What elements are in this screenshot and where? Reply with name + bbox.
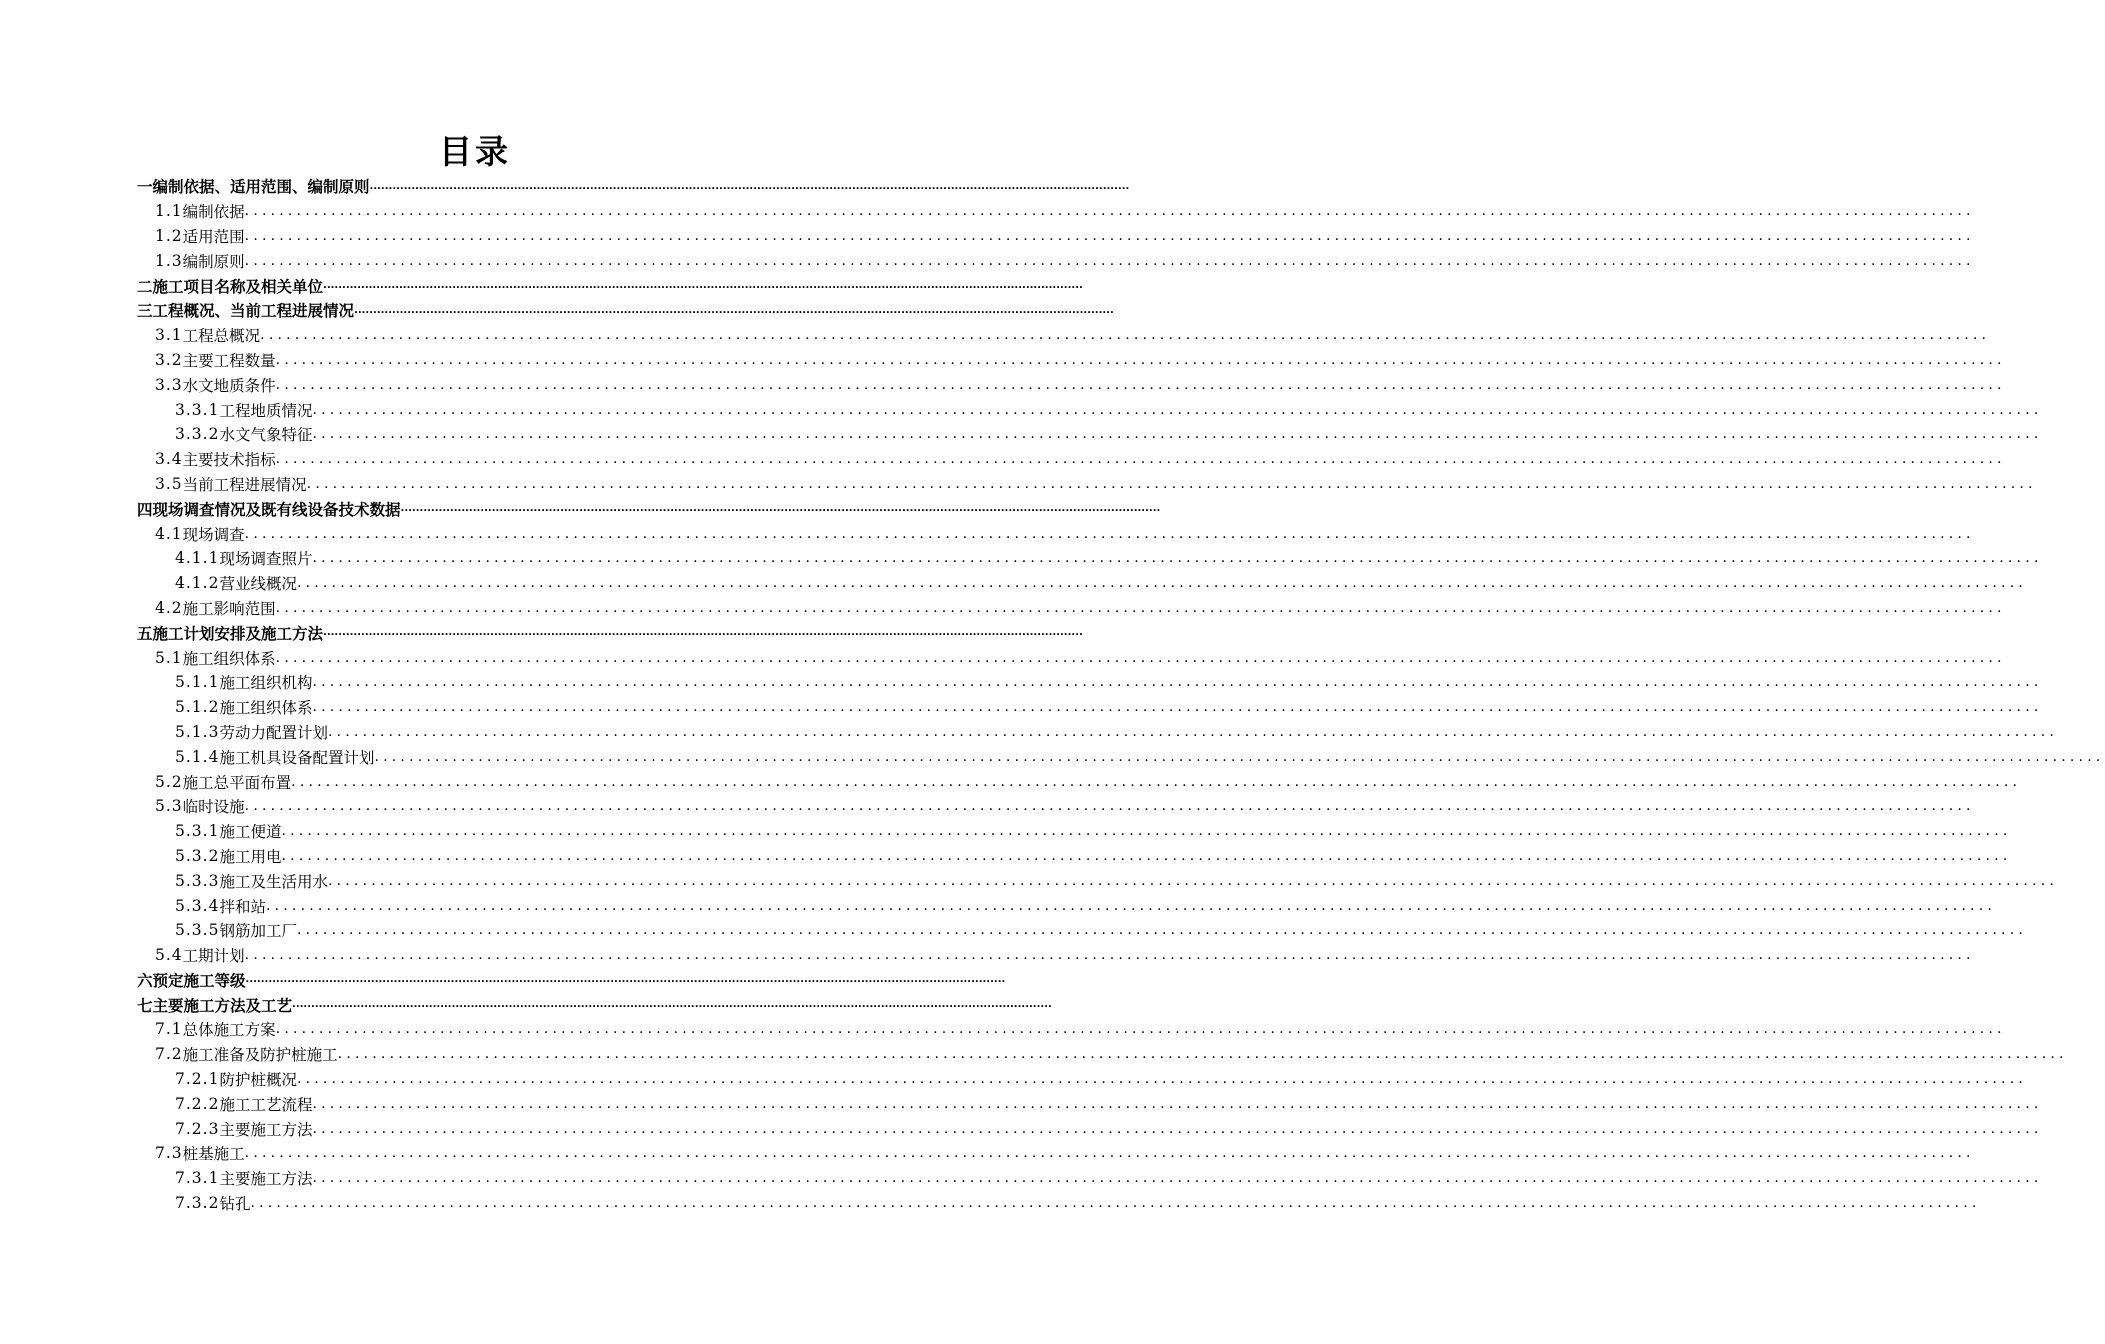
toc-entry-title: 现场调查照片 [219, 550, 313, 569]
toc-entry-title: 施工总平面布置 [182, 773, 292, 792]
dot-leader: ........................................................................................................................................................................................................ [244, 798, 1975, 815]
toc-entry[interactable] [0, 546, 2043, 571]
toc-entry[interactable] [0, 1116, 2043, 1141]
toc-entry-number: 7.1 [155, 1020, 183, 1039]
toc-entry-number: 7.2.2 [175, 1094, 220, 1113]
toc-entry-title: 工程地质情况 [219, 401, 313, 420]
toc-entry[interactable] [0, 1091, 2043, 1116]
dot-leader: ........................................................................................................................................................................................................ [327, 723, 2059, 740]
toc-entry-title: 施工准备及防护桩施工 [182, 1046, 338, 1065]
toc-entry-title: 劳动力配置计划 [219, 723, 328, 742]
toc-entry-number: 5.1.3 [175, 722, 220, 741]
toc-entry[interactable] [0, 199, 1975, 224]
dot-leader: ........................................................................................................................................................................................................ [337, 1046, 2068, 1063]
toc-entry-number: 3.3 [155, 375, 183, 394]
dot-leader: ........................................................................................................................................................................................................ [323, 280, 1083, 292]
toc-entry[interactable] [0, 596, 2006, 621]
toc-entry-number: 5.3.2 [175, 846, 220, 865]
toc-entry-title: 编制依据 [182, 203, 245, 222]
dot-leader: ........................................................................................................................................................................................................ [354, 304, 1114, 316]
toc-entry-title: 施工影响范围 [182, 599, 276, 618]
toc-entry[interactable] [0, 720, 2059, 745]
toc-entry[interactable] [0, 348, 2006, 373]
toc-entry-title: 施工组织体系 [219, 699, 313, 718]
toc-entry[interactable] [0, 645, 2006, 670]
dot-leader: ........................................................................................................................................................................................................ [250, 1195, 1981, 1212]
dot-leader: ........................................................................................................................................................................................................ [292, 999, 1052, 1011]
dot-leader: ........................................................................................................................................................................................................ [296, 1071, 2028, 1088]
toc-entry[interactable] [0, 1067, 2028, 1092]
toc-entry[interactable] [0, 695, 2043, 720]
dot-leader: ........................................................................................................................................................................................................ [312, 426, 2043, 443]
dot-leader: ........................................................................................................................................................................................................ [312, 699, 2043, 716]
dot-leader: ........................................................................................................................................................................................................ [281, 823, 2012, 840]
toc-entry-number: 四 [137, 500, 153, 519]
toc-entry[interactable] [0, 224, 1975, 249]
toc-entry-title: 预定施工等级 [152, 971, 246, 990]
toc-entry-title: 当前工程进展情况 [182, 475, 307, 494]
toc-entry-title: 总体施工方案 [182, 1021, 276, 1040]
toc-entry-number: 4.1.1 [175, 549, 220, 568]
toc-entry-title: 主要施工方法 [219, 1120, 313, 1139]
toc-entry-title: 施工项目名称及相关单位 [152, 277, 324, 296]
toc-entry-number: 7.3 [155, 1144, 183, 1163]
toc-entry[interactable] [0, 397, 2043, 422]
toc-entry-title: 适用范围 [182, 227, 245, 246]
toc-entry[interactable] [0, 819, 2012, 844]
toc-entry-title: 施工工艺流程 [219, 1095, 313, 1114]
toc-entry-number: 7.2.1 [175, 1070, 220, 1089]
toc-entry[interactable] [0, 868, 2059, 893]
toc-entry[interactable] [0, 447, 2006, 472]
dot-leader: ........................................................................................................................................................................................................ [275, 451, 2006, 468]
toc-entry[interactable] [0, 1166, 2043, 1191]
dot-leader: ........................................................................................................................................................................................................ [275, 376, 2006, 393]
dot-leader: ........................................................................................................................................................................................................ [312, 550, 2043, 567]
dot-leader: ........................................................................................................................................................................................................ [244, 525, 1975, 542]
dot-leader: ........................................................................................................................................................................................................ [245, 974, 1006, 986]
dot-leader: ........................................................................................................................................................................................................ [265, 897, 1997, 914]
toc-entry-title: 防护桩概况 [219, 1071, 297, 1090]
toc-entry-number: 4.2 [155, 598, 183, 617]
toc-entry-number: 3.4 [155, 450, 183, 469]
toc-entry-number: 1.2 [155, 226, 183, 245]
toc-entry-number: 3.3.1 [175, 400, 220, 419]
toc-entry[interactable] [0, 372, 2006, 397]
toc-entry-number: 六 [137, 971, 153, 990]
toc-entry[interactable] [0, 248, 1975, 273]
toc-entry-number: 7.3.1 [175, 1169, 220, 1188]
toc-entry[interactable] [0, 273, 1083, 298]
toc-entry-title: 工程概况、当前工程进展情况 [152, 302, 355, 321]
toc-entry[interactable] [0, 521, 1975, 546]
toc-entry-title: 临时设施 [182, 798, 245, 817]
dot-leader: ........................................................................................................................................................................................................ [312, 401, 2043, 418]
toc-entry-title: 现场调查情况及既有线设备技术数据 [152, 500, 401, 519]
dot-leader: ........................................................................................................................................................................................................ [275, 649, 2006, 666]
toc-entry-title: 主要技术指标 [182, 451, 276, 470]
toc-entry-number: 5.1.4 [175, 747, 220, 766]
toc-entry-title: 钢筋加工厂 [219, 922, 297, 941]
toc-entry[interactable] [0, 844, 2012, 869]
toc-entry[interactable] [0, 893, 1997, 918]
dot-leader: ........................................................................................................................................................................................................ [244, 252, 1975, 269]
toc-entry[interactable] [0, 1141, 1975, 1166]
dot-leader: ........................................................................................................................................................................................................ [281, 847, 2012, 864]
toc-entry[interactable] [0, 571, 2028, 596]
toc-entry-title: 主要工程数量 [182, 351, 276, 370]
toc-entry[interactable] [0, 1042, 2068, 1067]
dot-leader: ........................................................................................................................................................................................................ [260, 327, 1991, 344]
toc-entry[interactable] [0, 769, 2022, 794]
dot-leader: ........................................................................................................................................................................................................ [275, 351, 2006, 368]
toc-entry-title: 拌和站 [219, 897, 266, 916]
toc-entry-title: 桩基施工 [182, 1145, 245, 1164]
toc-entry-title: 施工计划安排及施工方法 [152, 624, 324, 643]
table-of-contents [0, 174, 2105, 1215]
dot-leader: ........................................................................................................................................................................................................ [312, 674, 2043, 691]
toc-entry[interactable] [0, 620, 1083, 645]
toc-entry-number: 五 [137, 624, 153, 643]
dot-leader: ........................................................................................................................................................................................................ [312, 1095, 2043, 1112]
toc-entry-number: 4.1 [155, 524, 183, 543]
toc-entry-number: 5.1.2 [175, 698, 220, 717]
dot-leader: ........................................................................................................................................................................................................ [244, 1145, 1975, 1162]
toc-entry[interactable] [0, 670, 2043, 695]
dot-leader: ........................................................................................................................................................................................................ [323, 627, 1083, 639]
toc-entry-title: 钻孔 [219, 1195, 251, 1214]
page-title: 目录 [439, 132, 511, 171]
toc-entry-title: 施工及生活用水 [219, 872, 328, 891]
toc-entry-title: 施工组织机构 [219, 674, 313, 693]
toc-entry-number: 5.3.5 [175, 921, 220, 940]
toc-entry-number: 7.3.2 [175, 1194, 220, 1213]
dot-leader: ........................................................................................................................................................................................................ [312, 1170, 2043, 1187]
toc-entry-title: 主要施工方法及工艺 [152, 996, 293, 1015]
toc-entry-number: 一 [137, 178, 153, 197]
toc-entry-title: 工期计划 [182, 947, 245, 966]
dot-leader: ........................................................................................................................................................................................................ [275, 599, 2006, 616]
toc-entry-number: 5.1.1 [175, 673, 220, 692]
toc-entry-title: 水文气象特征 [219, 426, 313, 445]
toc-entry-number: 5.4 [155, 946, 183, 965]
toc-entry-title: 编制依据、适用范围、编制原则 [152, 178, 370, 197]
toc-entry[interactable] [0, 968, 1006, 993]
toc-entry-title: 施工用电 [219, 847, 282, 866]
toc-entry[interactable] [0, 1017, 2006, 1042]
toc-entry[interactable] [0, 744, 2105, 769]
toc-entry-number: 5.3 [155, 797, 183, 816]
toc-entry-number: 七 [137, 996, 153, 1015]
toc-entry-number: 5.3.1 [175, 822, 220, 841]
toc-entry-title: 营业线概况 [219, 575, 297, 594]
toc-entry-number: 5.3.3 [175, 871, 220, 890]
dot-leader: ........................................................................................................................................................................................................ [296, 922, 2028, 939]
dot-leader: ........................................................................................................................................................................................................ [327, 872, 2059, 889]
dot-leader: ........................................................................................................................................................................................................ [369, 180, 1130, 192]
dot-leader: ........................................................................................................................................................................................................ [312, 1120, 2043, 1137]
toc-entry[interactable] [0, 323, 1991, 348]
toc-entry-number: 7.2 [155, 1045, 183, 1064]
toc-entry[interactable] [0, 992, 1052, 1017]
toc-entry[interactable] [0, 422, 2043, 447]
toc-entry[interactable] [0, 496, 1161, 521]
toc-entry-number: 二 [137, 277, 153, 296]
toc-entry-number: 5.3.4 [175, 896, 220, 915]
toc-entry[interactable] [0, 298, 1114, 323]
dot-leader: ........................................................................................................................................................................................................ [296, 575, 2028, 592]
dot-leader: ........................................................................................................................................................................................................ [400, 503, 1161, 515]
toc-entry-title: 编制原则 [182, 252, 245, 271]
toc-entry[interactable] [0, 174, 1130, 199]
toc-entry[interactable] [0, 943, 1975, 968]
toc-entry-title: 施工机具设备配置计划 [219, 748, 375, 767]
toc-entry-number: 7.2.3 [175, 1119, 220, 1138]
dot-leader: ........................................................................................................................................................................................................ [244, 947, 1975, 964]
toc-entry-title: 工程总概况 [182, 327, 261, 346]
toc-entry-number: 1.3 [155, 251, 183, 270]
toc-entry-number: 3.1 [155, 326, 183, 345]
toc-entry-title: 主要施工方法 [219, 1170, 313, 1189]
toc-entry-number: 5.1 [155, 648, 183, 667]
toc-entry-title: 施工组织体系 [182, 649, 276, 668]
toc-entry-number: 3.2 [155, 350, 183, 369]
toc-entry-number: 3.3.2 [175, 425, 220, 444]
dot-leader: ........................................................................................................................................................................................................ [275, 1021, 2006, 1038]
toc-entry[interactable] [0, 794, 1975, 819]
toc-entry-number: 3.5 [155, 474, 183, 493]
dot-leader: ........................................................................................................................................................................................................ [244, 203, 1975, 220]
toc-entry-title: 施工便道 [219, 823, 282, 842]
toc-entry-title: 现场调查 [182, 525, 245, 544]
toc-entry-number: 5.2 [155, 772, 183, 791]
dot-leader: ........................................................................................................................................................................................................ [306, 475, 2037, 492]
toc-entry[interactable] [0, 1191, 1981, 1216]
dot-leader: ........................................................................................................................................................................................................ [291, 773, 2022, 790]
dot-leader: ........................................................................................................................................................................................................ [374, 748, 2105, 765]
toc-entry[interactable] [0, 918, 2028, 943]
toc-entry[interactable] [0, 472, 2037, 497]
toc-entry-title: 水文地质条件 [182, 376, 276, 395]
toc-entry-number: 三 [137, 302, 153, 321]
toc-entry-number: 1.1 [155, 202, 183, 221]
toc-entry-number: 4.1.2 [175, 574, 220, 593]
dot-leader: ........................................................................................................................................................................................................ [244, 227, 1975, 244]
